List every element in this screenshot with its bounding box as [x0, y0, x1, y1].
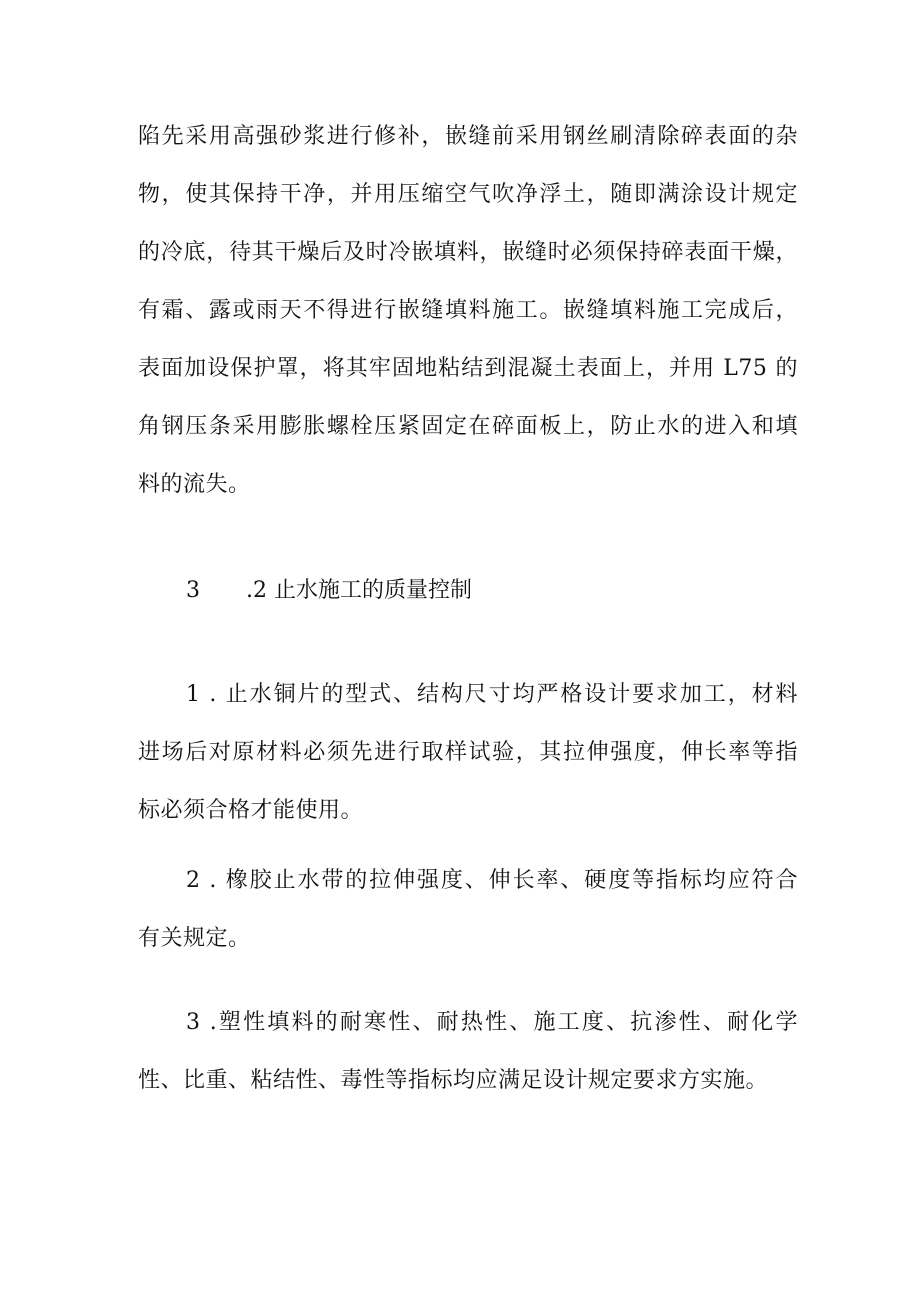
section-title: .2 止水施工的质量控制 — [246, 578, 472, 603]
text-line: 3 .塑性填料的耐寒性、耐热性、施工度、抗渗性、耐化学 — [186, 1010, 798, 1035]
text-line: 角钢压条采用膨胀螺栓压紧固定在碎面板上，防止水的进入和填 — [138, 414, 798, 439]
text-line: 的冷底，待其干燥后及时冷嵌填料，嵌缝时必须保持碎表面干燥， — [138, 240, 798, 265]
section-number: 3 — [186, 578, 200, 603]
list-item-3 — [138, 994, 798, 1110]
paragraph-continued — [138, 108, 798, 514]
text-line: 1 . 止水铜片的型式、结构尺寸均严格设计要求加工，材料 — [186, 682, 798, 707]
text-line: 表面加设保护罩，将其牢固地粘结到混凝土表面上，并用 L75 的 — [138, 356, 798, 381]
text-line: 有霜、露或雨天不得进行嵌缝填料施工。嵌缝填料施工完成后， — [138, 298, 798, 323]
text-line: 料的流失。 — [138, 472, 251, 497]
text-line: 有关规定。 — [138, 926, 251, 951]
section-heading — [186, 562, 472, 620]
list-item-1 — [138, 666, 798, 840]
list-item-2 — [138, 852, 798, 968]
text-line: 进场后对原材料必须先进行取样试验，其拉伸强度，伸长率等指 — [138, 740, 798, 765]
text-line: 2 . 橡胶止水带的拉伸强度、伸长率、硬度等指标均应符合 — [186, 868, 798, 893]
text-line: 性、比重、粘结性、毒性等指标均应满足设计规定要求方实施。 — [138, 1068, 769, 1093]
text-line: 物，使其保持干净，并用压缩空气吹净浮土，随即满涂设计规定 — [138, 182, 798, 207]
text-line: 陷先采用高强砂浆进行修补，嵌缝前采用钢丝刷清除碎表面的杂 — [138, 124, 798, 149]
text-line: 标必须合格才能使用。 — [138, 798, 364, 823]
